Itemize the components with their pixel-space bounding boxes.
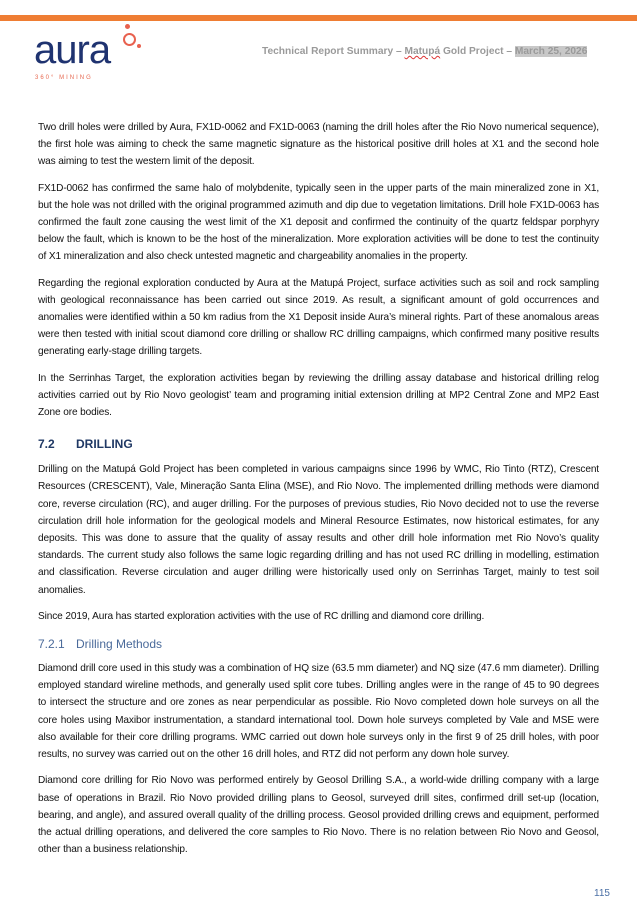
subsection-number: 7.2.1 <box>38 637 65 652</box>
paragraph: Diamond drill core used in this study was a combination of HQ size (63.5 mm diameter) and NQ size (47.6 mm diameter). Drilling employed standard wireline methods, and generally used split core tubes. Drilling angles were in the range of 45 to 90 degrees to intersect the structure and ore zones as near perpendicular as possible. Rio Novo completed down hole surveys on all the core holes using Maxibor instrumentation, a standard international tool. Down hole surveys completed by Vale and MSE were also available for their core drilling programs. WMC carried out down hole surveys only in the first 9 of 25 drill holes, with poor results, no survey was carried out on the other 16 drill holes, and RTZ did not perform any down hole survey. <box>38 663 599 761</box>
header-date: March 25, 2026 <box>514 46 588 57</box>
subsection-heading-7-2-1 <box>38 636 599 652</box>
header-project: Matupá <box>404 46 441 57</box>
paragraph: In the Serrinhas Target, the exploration activities began by reviewing the drilling assay database and historical drilling relog activities carried out by Rio Novo geologist’ team and programing initial extension drilling at MP2 Central Zone and MP2 East Zone ore bodies. <box>38 372 599 419</box>
section-heading-7-2 <box>38 436 599 452</box>
header-title-middle: Gold Project – <box>440 46 515 57</box>
header-title-prefix: Technical Report Summary – <box>262 46 405 57</box>
paragraph: FX1D-0062 has confirmed the same halo of molybdenite, typically seen in the upper parts of the main mineralized zone in X1, but the hole was not drilled with the original programmed azimuth and dip due to vegetation limitations. Drill hole FX1D-0063 has confirmed the fault zone causing the west limit of the X1 deposit and confirmed the continuity of the quartz feldspar porphyry below the fault, which is known to be the host of the mineralization. More exploration activities will be done to test the continuity of X1 mineralization and also check untested magnetic and chargeability anomalies in the property. <box>38 182 599 263</box>
paragraph: Diamond core drilling for Rio Novo was performed entirely by Geosol Drilling S.A., a world-wide drilling company with a large base of operations in Brazil. Rio Novo provided drilling plans to Geosol, surveyed drill sites, confirmed drill set-up (location, bearing, and angle), and assured overall quality of the drilling process. Geosol provided drilling crews and equipment, performed the actual drilling operations, and delivered the core samples to Rio Novo. There is no relation between Rio Novo and Geosol, other than a business relationship. <box>38 775 599 856</box>
paragraph: Regarding the regional exploration conducted by Aura at the Matupá Project, surface activities such as soil and rock sampling with geological reconnaissance has been carried out since 2019. As result, a significant amount of gold occurrences and anomalies were identified within a 50 km radius from the X1 Deposit inside Aura’s mineral rights. Part of these anomalous areas were then tested with initial scout diamond core drilling or shallow RC drilling campaigns, which confirmed many positive results generating early-stage drilling targets. <box>38 277 599 358</box>
page-number: 115 <box>594 888 610 900</box>
logo-tagline: 360° MINING <box>35 75 93 81</box>
subsection-title: Drilling Methods <box>76 637 163 652</box>
page-body <box>38 0 610 901</box>
paragraph: Since 2019, Aura has started exploration activities with the use of RC drilling and diamond core drilling. <box>38 610 485 622</box>
paragraph: Two drill holes were drilled by Aura, FX1D-0062 and FX1D-0063 (naming the drill holes after the Rio Novo numerical sequence), the first hole was aiming to check the same magnetic signature as the historical positive drill holes at X1 and the second hole was aiming to test the western limit of the deposit. <box>38 122 599 168</box>
section-number: 7.2 <box>38 437 55 452</box>
logo-wordmark: aura <box>34 28 111 72</box>
paragraph: Drilling on the Matupá Gold Project has been completed in various campaigns since 1996 by WMC, Rio Tinto (RTZ), Crescent Resources (CRESCENT), Vale, Mineração Santa Elina (MSE), and Rio Novo. The implemented drilling methods were diamond core, reverse circulation (RC), and auger drilling. For the purposes of previous studies, Rio Novo decided not to use the reverse circulation drill hole information for the geological models and Mineral Resource Estimates, now historical estimates, for any deposits. This was done to assure that the quality of assay results and other drill hole information met Rio Novo’s quality standards. The current study also follows the same logic regarding drilling and has not used RC drilling in modelling, estimation and classification. Reverse circulation and auger drilling were historically used only on Serrinhas Target, mainly to test soil anomalies. <box>38 464 599 596</box>
section-title: DRILLING <box>76 437 133 452</box>
